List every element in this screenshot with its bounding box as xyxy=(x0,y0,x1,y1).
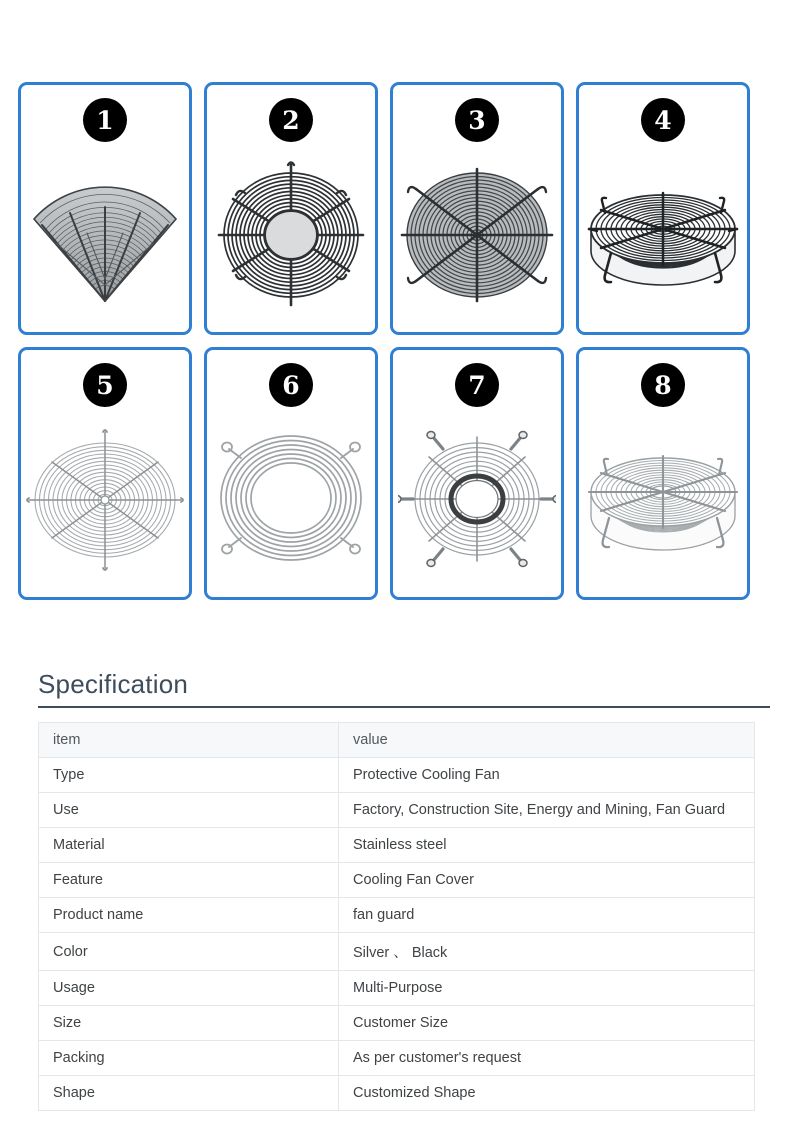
product-card[interactable] xyxy=(18,82,192,335)
spec-value: fan guard xyxy=(339,898,755,933)
product-card[interactable] xyxy=(576,82,750,335)
guard-dark-hub-mounting-tabs-image xyxy=(393,407,561,597)
card-number-badge: 1 xyxy=(83,98,127,142)
perspective-guard-with-legs-image xyxy=(579,142,747,332)
sector-mesh-fan-guard-image xyxy=(21,142,189,332)
card-number-badge: 2 xyxy=(269,98,313,142)
card-number-badge: 5 xyxy=(83,363,127,407)
dense-ring-guard-six-spokes-image xyxy=(393,142,561,332)
card-number-badge: 3 xyxy=(455,98,499,142)
specification-section xyxy=(0,662,790,1111)
spec-value: Factory, Construction Site, Energy and Mining, Fan Guard xyxy=(339,793,755,828)
spec-value: Stainless steel xyxy=(339,828,755,863)
spec-item: Color xyxy=(39,933,339,971)
specification-title: Specification xyxy=(38,669,189,699)
spec-item: Use xyxy=(39,793,339,828)
silver-perspective-guard-with-legs-image xyxy=(579,407,747,597)
product-card[interactable] xyxy=(390,82,564,335)
table-header-row xyxy=(39,723,755,758)
spec-item: Feature xyxy=(39,863,339,898)
card-number-badge: 4 xyxy=(641,98,685,142)
table-row xyxy=(39,758,755,793)
table-row xyxy=(39,1076,755,1111)
table-row xyxy=(39,898,755,933)
card-number-badge: 6 xyxy=(269,363,313,407)
column-header-item: item xyxy=(39,723,339,758)
spec-value: Silver 、 Black xyxy=(339,933,755,971)
ring-guard-solid-hub-image xyxy=(207,142,375,332)
card-number-badge: 7 xyxy=(455,363,499,407)
spec-item: Usage xyxy=(39,971,339,1006)
product-card[interactable] xyxy=(18,347,192,600)
spec-item: Shape xyxy=(39,1076,339,1111)
spec-value: Protective Cooling Fan xyxy=(339,758,755,793)
table-row xyxy=(39,971,755,1006)
specification-table xyxy=(38,722,755,1111)
spiral-guard-open-center-loops-image xyxy=(207,407,375,597)
spec-value: As per customer's request xyxy=(339,1041,755,1076)
spec-item: Material xyxy=(39,828,339,863)
product-card[interactable] xyxy=(576,347,750,600)
table-row xyxy=(39,863,755,898)
spec-value: Multi-Purpose xyxy=(339,971,755,1006)
product-card[interactable] xyxy=(390,347,564,600)
card-number-badge: 8 xyxy=(641,363,685,407)
spec-value: Cooling Fan Cover xyxy=(339,863,755,898)
table-row xyxy=(39,1006,755,1041)
silver-ring-guard-eight-spokes-image xyxy=(21,407,189,597)
spec-item: Size xyxy=(39,1006,339,1041)
spec-item: Type xyxy=(39,758,339,793)
table-row xyxy=(39,793,755,828)
product-image-gallery xyxy=(18,82,772,600)
spec-item: Packing xyxy=(39,1041,339,1076)
table-row xyxy=(39,933,755,971)
column-header-value: value xyxy=(339,723,755,758)
spec-value: Customer Size xyxy=(339,1006,755,1041)
table-row xyxy=(39,828,755,863)
product-card[interactable] xyxy=(204,347,378,600)
spec-value: Customized Shape xyxy=(339,1076,755,1111)
table-row xyxy=(39,1041,755,1076)
spec-item: Product name xyxy=(39,898,339,933)
specification-table-body xyxy=(39,758,755,1111)
specification-divider xyxy=(38,706,770,708)
product-card[interactable] xyxy=(204,82,378,335)
